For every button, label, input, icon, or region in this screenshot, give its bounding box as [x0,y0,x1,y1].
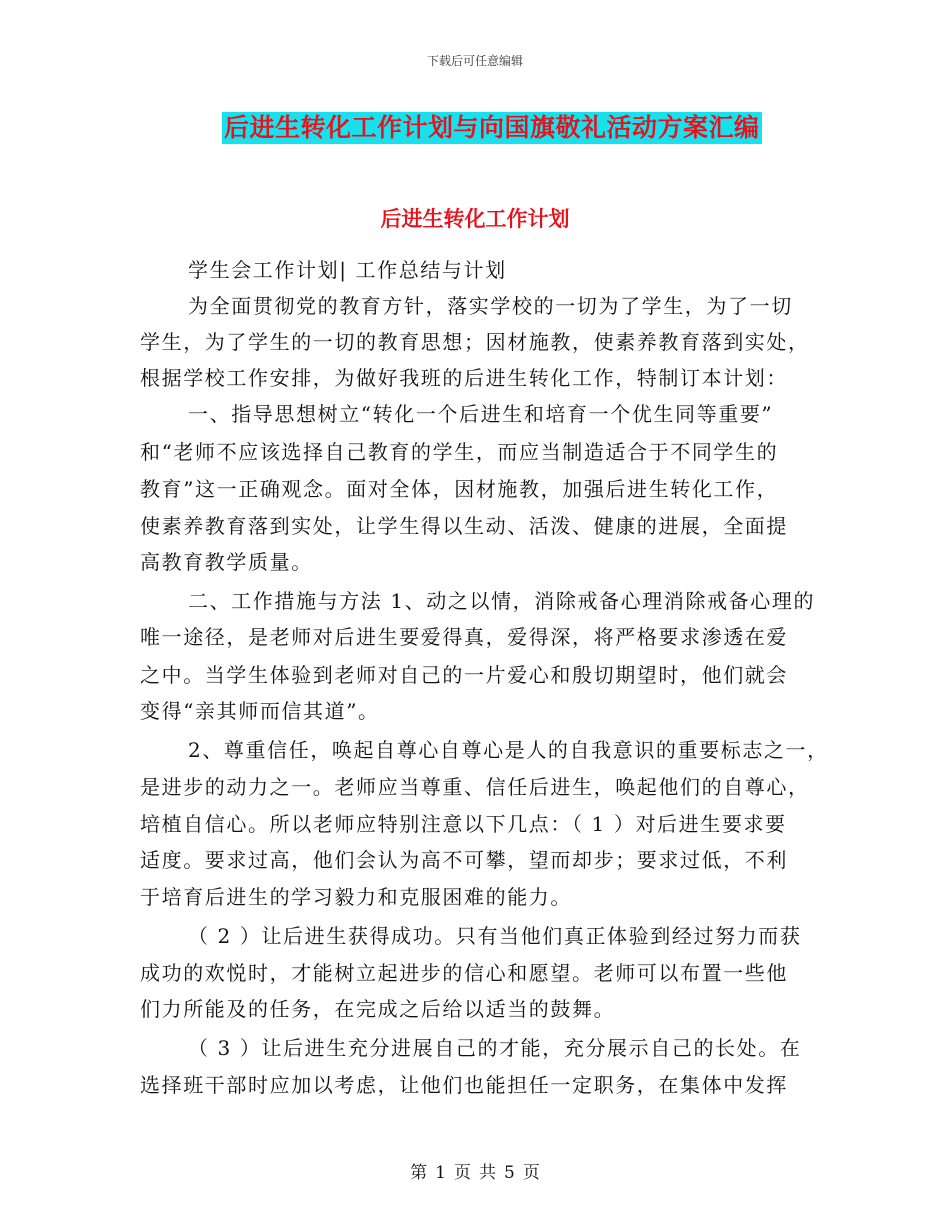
body-line: 学生，为了学生的一切的教育思想；因材施教，使素养教育落到实处， [140,330,810,354]
header-note: 下载后可任意编辑 [426,54,523,68]
body-line: 2、尊重信任，唤起自尊心自尊心是人的自我意识的重要标志之一， [188,738,829,762]
page-number-total: 5 [504,1163,515,1183]
body-line: 根据学校工作安排，为做好我班的后进生转化工作，特制订本计划： [140,366,788,390]
body-line: 之中。当学生体验到老师对自己的一片爱心和殷切期望时，他们就会 [140,663,788,687]
body-line: 学生会工作计划| 工作总结与计划 [188,258,507,282]
body-line: 是进步的动力之一。老师应当尊重、信任后进生，唤起他们的自尊心， [140,775,810,799]
page-label-mid1: 页 [454,1163,471,1183]
body-line: （ 3 ）让后进生充分进展自己的才能，充分展示自己的长处。在 [188,1036,802,1060]
body-line: 二、工作措施与方法 1、动之以情，消除戒备心理消除戒备心理的 [188,589,816,613]
body-line: 选择班干部时应加以考虑，让他们也能担任一定职务，在集体中发挥 [140,1073,788,1097]
body-line: 适度。要求过高，他们会认为高不可攀，望而却步；要求过低，不利 [140,848,788,872]
page-label-pre: 第 [410,1163,428,1183]
page-label-post: 页 [522,1163,540,1183]
page-label-mid2: 共 [479,1163,496,1183]
page-footer [0,1158,950,1183]
body-line: 唯一途径，是老师对后进生要爱得真，爱得深，将严格要求渗透在爱 [140,625,788,649]
body-line: 于培育后进生的学习毅力和克服困难的能力。 [140,885,572,909]
page-number-current: 1 [435,1163,446,1183]
body-line: 教育”这一正确观念。面对全体，因材施教，加强后进生转化工作， [140,477,779,501]
body-line: 一、指导思想树立“转化一个后进生和培育一个优生同等重要” [188,402,774,426]
body-line: 为全面贯彻党的教育方针，落实学校的一切为了学生，为了一切 [188,294,793,318]
body-line: （ 2 ）让后进生获得成功。只有当他们真正体验到经过努力而获 [188,924,802,948]
body-line: 培植自信心。所以老师应特别注意以下几点：（ 1 ）对后进生要求要 [140,812,787,836]
document-title: 后进生转化工作计划与向国旗敬礼活动方案汇编 [224,113,760,142]
body-line: 变得“亲其师而信其道”。 [140,699,380,723]
body-line: 们力所能及的任务，在完成之后给以适当的鼓舞。 [140,997,616,1021]
section-title: 后进生转化工作计划 [380,207,570,231]
body-line: 高教育教学质量。 [140,550,313,574]
body-line: 成功的欢悦时，才能树立起进步的信心和愿望。老师可以布置一些他 [140,961,788,985]
body-line: 使素养教育落到实处，让学生得以生动、活泼、健康的进展，全面提 [140,514,788,538]
body-line: 和“老师不应该选择自己教育的学生，而应当制造适合于不同学生的 [140,440,779,464]
